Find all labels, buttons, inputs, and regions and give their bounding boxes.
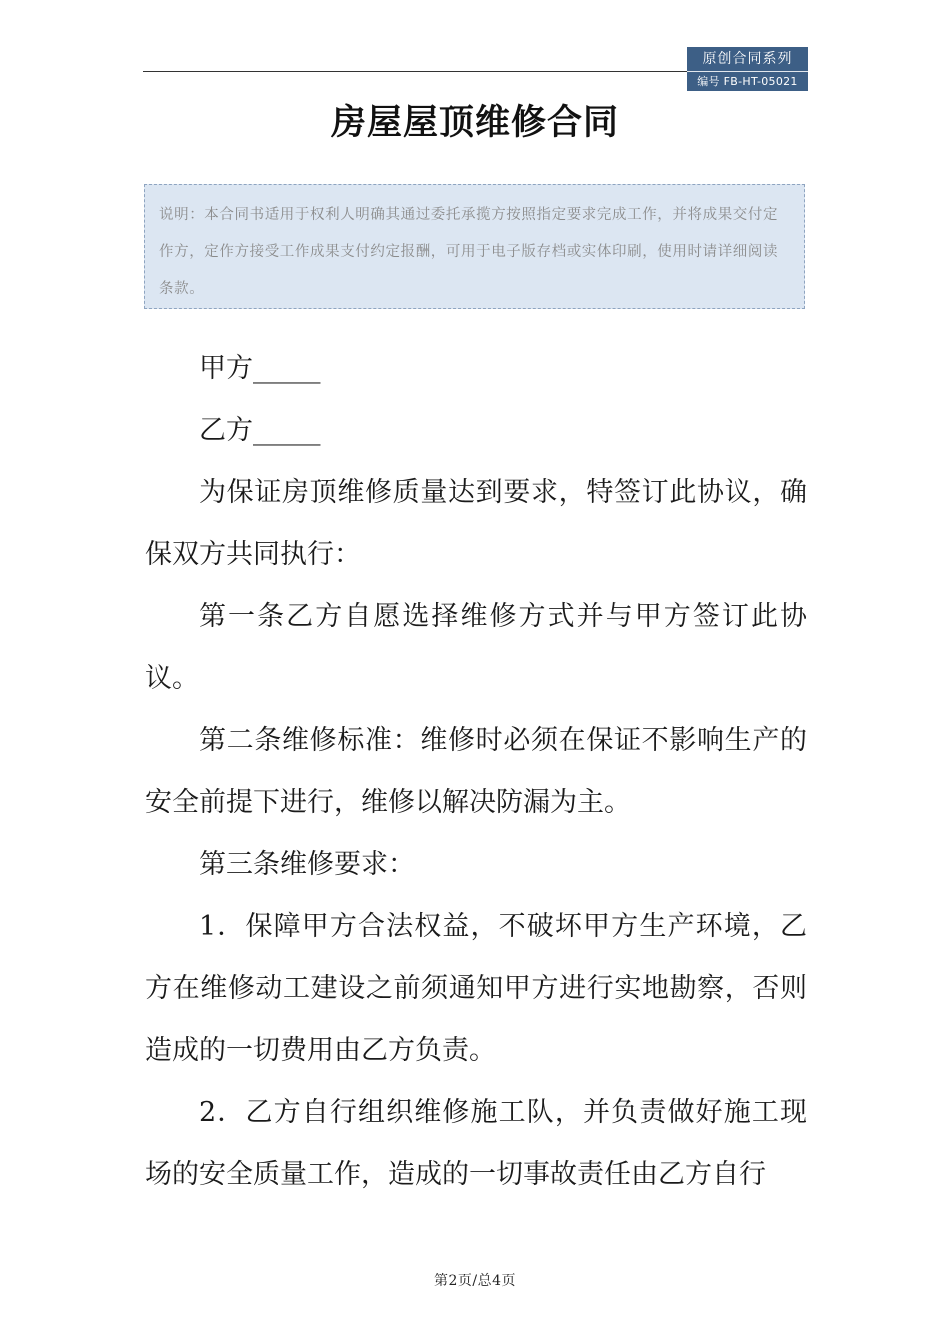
series-badge — [687, 47, 808, 91]
badge-divider — [687, 71, 808, 72]
article-3-item-1: 1．保障甲方合法权益，不破坏甲方生产环境，乙方在维修动工建设之前须通知甲方进行实地勘察，否则造成的一切费用由乙方负责。 — [145, 911, 807, 1066]
article-3-heading: 第三条维修要求： — [199, 849, 415, 880]
page-title: 房屋屋顶维修合同 — [330, 102, 619, 143]
contract-body — [145, 338, 807, 1206]
notice-text: 说明：本合同书适用于权利人明确其通过委托承揽方按照指定要求完成工作，并将成果交付定作方，定作方接受工作成果支付约定报酬，可用于电子版存档或实体印刷，使用时请详细阅读条款。 — [159, 207, 779, 297]
article-2-paragraph: 第二条维修标准：维修时必须在保证不影响生产的安全前提下进行，维修以解决防漏为主。 — [145, 725, 807, 818]
article-1-paragraph: 第一条乙方自愿选择维修方式并与甲方签订此协议。 — [145, 601, 807, 694]
party-a-line: 甲方_____ — [199, 353, 321, 384]
preamble-paragraph: 为保证房顶维修质量达到要求，特签订此协议，确保双方共同执行： — [145, 477, 807, 570]
series-label: 原创合同系列 — [702, 51, 793, 67]
party-b-line: 乙方_____ — [199, 415, 321, 446]
contract-code: 编号 FB-HT-05021 — [697, 75, 798, 88]
notice-box — [144, 184, 805, 309]
article-3-item-2: 2．乙方自行组织维修施工队，并负责做好施工现场的安全质量工作，造成的一切事故责任由乙方自行 — [145, 1097, 807, 1190]
page-indicator: 第2页/总4页 — [433, 1273, 517, 1289]
